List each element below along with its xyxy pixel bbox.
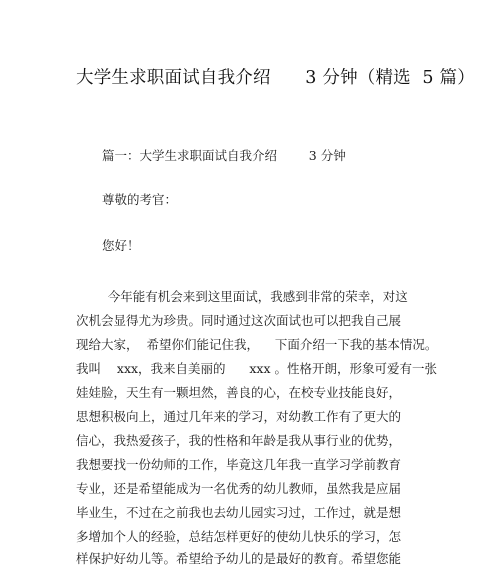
greeting: 您好！	[102, 238, 140, 253]
paragraph-line: 现给大家， 希望你们能记住我， 下面介绍一下我的基本情况。	[76, 337, 438, 352]
paragraph-line: 信心，我热爱孩子，我的性格和年龄是我从事行业的优势，	[76, 433, 402, 448]
salutation: 尊敬的考官：	[102, 192, 178, 207]
paragraph-line: 娃娃脸，天生有一颗坦然，善良的心，在校专业技能良好，	[76, 385, 402, 400]
paragraph-line: 专业，还是希望能成为一名优秀的幼儿教师，虽然我是应届	[76, 481, 402, 496]
paragraph-line: 思想积极向上，通过几年来的学习，对幼教工作有了更大的	[76, 409, 402, 424]
paragraph-line: 我叫 xxx，我来自美丽的 xxx 。性格开朗，形象可爱有一张	[76, 361, 438, 376]
paragraph-line: 毕业生，不过在之前我也去幼儿园实习过，工作过，就是想	[76, 505, 402, 520]
paragraph-line: 多增加个人的经验，总结怎样更好的使幼儿快乐的学习，怎	[76, 529, 402, 544]
paragraph-line: 我想要找一份幼师的工作，毕竟这几年我一直学习学前教育	[76, 457, 402, 472]
document-title: 大学生求职面试自我介绍 3 分钟（精选 5 篇）	[76, 68, 475, 88]
paragraph-line: 次机会显得尤为珍贵。同时通过这次面试也可以把我自己展	[76, 313, 402, 328]
paragraph-line: 今年能有机会来到这里面试，我感到非常的荣幸，对这	[76, 289, 408, 304]
paragraph-line: 样保护好幼儿等。希望给予幼儿的是最好的教育。希望您能	[76, 551, 402, 566]
section-heading: 篇一：大学生求职面试自我介绍 3 分钟	[102, 148, 346, 163]
